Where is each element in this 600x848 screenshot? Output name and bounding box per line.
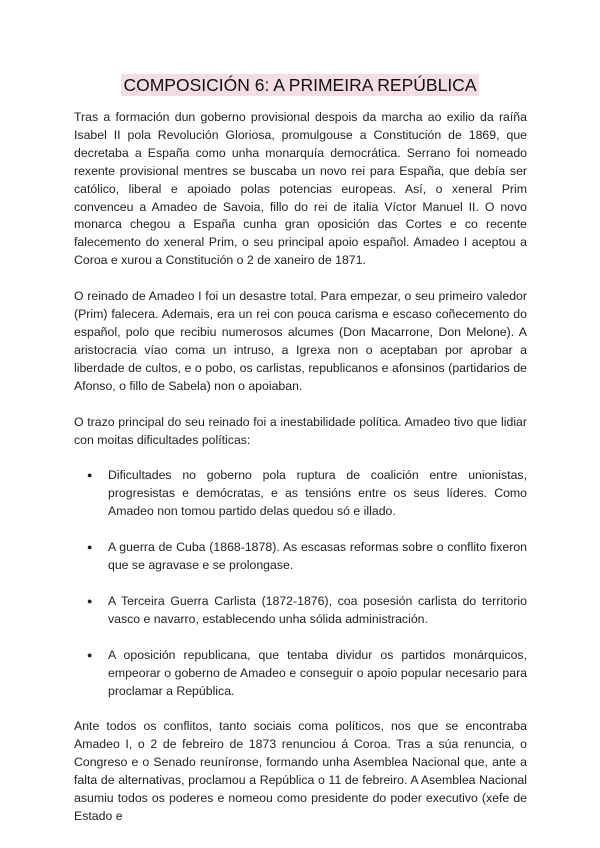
paragraph-intro: Tras a formación dun goberno provisional despois da marcha ao exilio da raíña Isabel II pola Revolución Gloriosa, promulgouse a Constitución de 1869, que decretaba a España como unha monarquía democrática. Serrano foi nomeado rexente provisional mentres se buscaba un novo rei para España, que debía ser católico, liberal e apoiado polas potencias europeas. Así, o xeneral Prim convenceu a Amadeo de Savoia, fillo do rei de italia Víctor Manuel II. O novo monarca chegou a España cunha gran oposición das Cortes e co recente falecemento do xeneral Prim, o seu principal apoio español. Amadeo I aceptou a Coroa e xurou a Constitución o 2 de xaneiro de 1871. xyxy=(74,110,527,268)
list-item-text: Dificultades no goberno pola ruptura de coalición entre unionistas, progresistas e demócratas, e as tensións entre os seus líderes. Como Amadeo non tomou partido delas quedou só e illado. xyxy=(108,468,527,519)
difficulties-list xyxy=(74,467,527,700)
bullet-icon: ● xyxy=(87,649,93,660)
list-item xyxy=(74,539,527,575)
bullet-icon: ● xyxy=(87,595,93,606)
list-item-text: A guerra de Cuba (1868-1878). As escasas reformas sobre o conflito fixeron que se agravase e se prolongase. xyxy=(108,540,527,573)
bullet-icon: ● xyxy=(87,470,93,481)
list-item xyxy=(74,467,527,521)
list-item-text: A Terceira Guerra Carlista (1872-1876), coa posesión carlista do territorio vasco e navarro, establecendo unha sólida administración. xyxy=(108,593,527,626)
bullet-icon: ● xyxy=(87,542,93,553)
document-body xyxy=(74,109,527,826)
document-title: COMPOSICIÓN 6: A PRIMEIRA REPÚBLICA xyxy=(123,75,477,95)
paragraph-reign: O reinado de Amadeo I foi un desastre total. Para empezar, o seu primeiro valedor (Prim) falecera. Ademais, era un rei con pouca carisma e escaso coñecemento do español, polo que recibiu numerosos alcumes (Don Macarrone, Don Melone). A aristocracia víao coma un intruso, a Igrexa non o aceptaban por aprobar a liberdade de cultos, e o pobo, os carlistas, republicanos e afonsinos (partidarios de Afonso, o fillo de Sabela) non o apoiaban. xyxy=(74,289,527,393)
paragraph-instability: O trazo principal do seu reinado foi a inestabilidade política. Amadeo tivo que lidiar con moitas dificultades políticas: xyxy=(74,414,527,447)
list-item xyxy=(74,647,527,701)
paragraph-abdication: Ante todos os conflitos, tanto sociais coma políticos, nos que se encontraba Amadeo I, o 2 de febreiro de 1873 renunciou á Coroa. Tras a súa renuncia, o Congreso e o Senado reuníronse, formando unha Asemblea Nacional que, ante a falta de alternativas, proclamou a República o 11 de febreiro. A Asemblea Nacional asumiu todos os poderes e nomeou como presidente do poder executivo (xefe de Estado e xyxy=(74,719,527,823)
list-item-text: A oposición republicana, que tentaba dividur os partidos monárquicos, empeorar o goberno de Amadeo e conseguir o apoio popular necesario para proclamar a República. xyxy=(108,647,527,698)
title-wrap xyxy=(0,0,600,96)
list-item xyxy=(74,593,527,629)
